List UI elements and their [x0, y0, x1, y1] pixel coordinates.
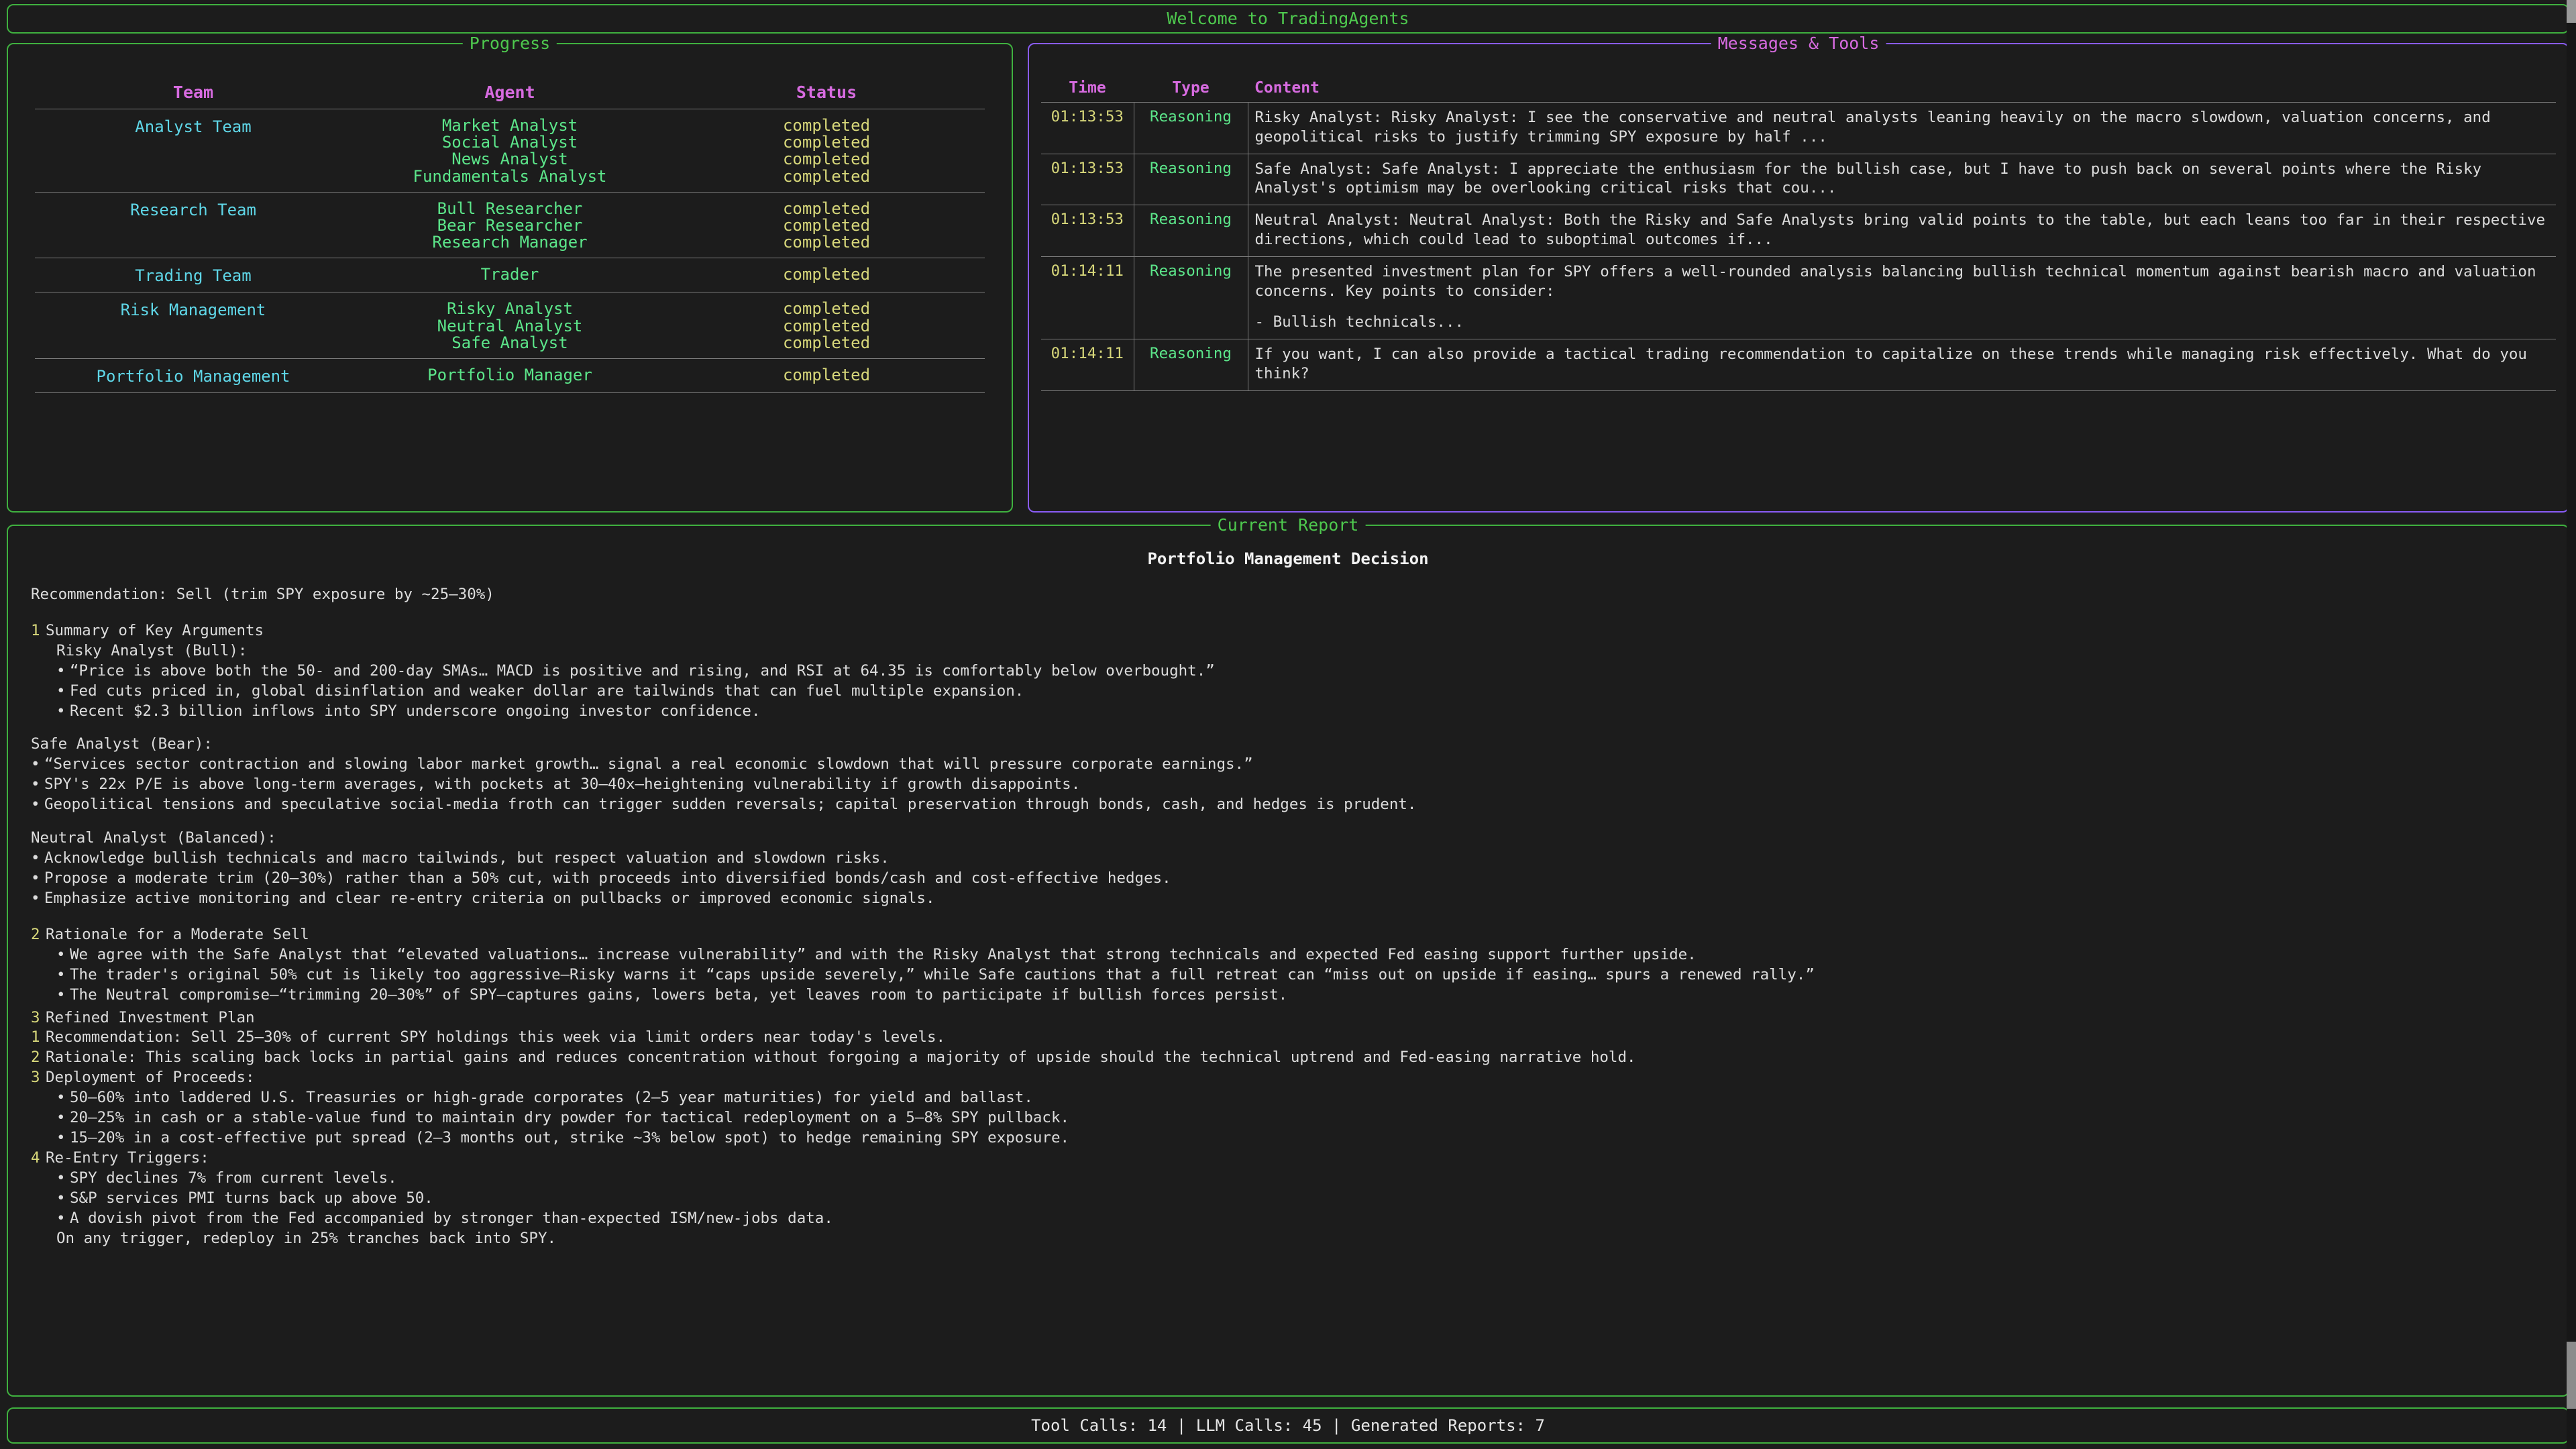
team-name: Portfolio Management [35, 358, 352, 392]
message-type: Reasoning [1134, 339, 1248, 391]
report-bullet: • Emphasize active monitoring and clear re-entry criteria on pullbacks or improved economic signals. [31, 889, 2545, 909]
status-badge: completed [782, 166, 871, 186]
agent-name: Fundamentals Analyst [413, 166, 607, 186]
plan-number: 4 [31, 1148, 40, 1167]
plan-bullet: • 20–25% in cash or a stable-value fund to maintain dry powder for tactical redeployment on a 5–8% SPY pullback. [31, 1108, 2545, 1128]
message-time: 01:13:53 [1041, 154, 1134, 205]
plan-bullet: • SPY declines 7% from current levels. [31, 1169, 2545, 1189]
messages-table [1041, 78, 2556, 391]
report-subheading: Risky Analyst (Bull): [56, 641, 248, 659]
plan-text: Recommendation: Sell 25–30% of current SPY holdings this week via limit orders near today's levels. [46, 1028, 946, 1046]
message-type: Reasoning [1134, 154, 1248, 205]
message-content-continued: - Bullish technicals... [1254, 313, 1464, 331]
progress-panel [7, 34, 1013, 513]
content-spacer [1255, 301, 2550, 313]
section-title: Refined Investment Plan [46, 1008, 255, 1026]
report-bullet: • Acknowledge bullish technicals and macro tailwinds, but respect valuation and slowdown risks. [31, 849, 2545, 869]
plan-number: 1 [31, 1028, 40, 1046]
plan-item [31, 1048, 2545, 1068]
report-bullet: • “Price is above both the 50- and 200-day SMAs… MACD is positive and rising, and RSI at 64.35 is comfortably below overbought.” [31, 661, 2545, 682]
report-bullet: • Geopolitical tensions and speculative social-media froth can trigger sudden reversals; capital preservation through bonds, cash, and hedges is prudent. [31, 795, 2545, 815]
message-content: Risky Analyst: Risky Analyst: I see the conservative and neutral analysts leaning heavily on the macro slowdown, valuation concerns, and geopolitical risks to justify trimming SPY exposure by half ... [1248, 103, 2556, 154]
agent-list [352, 109, 668, 193]
spacer [31, 721, 2545, 735]
message-content-block [1248, 256, 2556, 339]
table-row [35, 258, 985, 292]
table-row [1041, 205, 2556, 257]
vertical-scrollbar[interactable] [2567, 0, 2576, 1449]
plan-bullet: • A dovish pivot from the Fed accompanied by stronger than-expected ISM/new-jobs data. [31, 1209, 2545, 1229]
section-title: Summary of Key Arguments [46, 621, 264, 639]
message-type: Reasoning [1134, 256, 1248, 339]
message-time: 01:13:53 [1041, 205, 1134, 257]
messages-panel [1028, 34, 2569, 513]
message-content: The presented investment plan for SPY offers a well-rounded analysis balancing bullish technical momentum against bearish macro and valuation concerns. Key points to consider: [1254, 262, 2536, 300]
status-list [668, 292, 985, 359]
report-bullet: • The Neutral compromise—“trimming 20–30%” of SPY—captures gains, lowers beta, yet leaves room to participate if bullish forces persist. [31, 985, 2545, 1006]
agent-name: Bull Researcher [437, 199, 583, 218]
progress-col-status: Status [668, 82, 985, 109]
message-content: Safe Analyst: Safe Analyst: I appreciate the enthusiasm for the bullish case, but I have to push back on several points where the Risky Analyst's optimism may be overlooking critical risks that cou... [1248, 154, 2556, 205]
status-badge: completed [782, 199, 871, 218]
plan-text: Re-Entry Triggers: [46, 1148, 209, 1167]
message-type: Reasoning [1134, 205, 1248, 257]
team-name: Risk Management [35, 292, 352, 359]
progress-col-agent: Agent [352, 82, 668, 109]
report-section-heading [31, 1008, 2545, 1028]
progress-table [35, 82, 985, 393]
middle-row [7, 34, 2569, 513]
spacer [31, 815, 2545, 828]
table-row [35, 109, 985, 193]
report-bullet: • Propose a moderate trim (20–30%) rather than a 50% cut, with proceeds into diversified bonds/cash and cost-effective hedges. [31, 869, 2545, 889]
report-subheading: Neutral Analyst (Balanced): [31, 829, 276, 847]
status-badge: completed [782, 365, 871, 384]
plan-item [31, 1068, 2545, 1088]
status-badge: completed [782, 316, 871, 335]
status-badge: completed [782, 116, 871, 135]
report-bullet: • The trader's original 50% cut is likely too aggressive—Risky warns it “caps upside severely,” while Safe cautions that a full retreat can “miss out on upside if easing… spurs a renewed rally.” [31, 965, 2545, 985]
plan-bullet: • 50–60% into laddered U.S. Treasuries or high-grade corporates (2–5 year maturities) for yield and ballast. [31, 1088, 2545, 1108]
status-badge: completed [782, 133, 871, 152]
welcome-title: Welcome to TradingAgents [1160, 9, 1415, 28]
plan-tail: On any trigger, redeploy in 25% tranches back into SPY. [56, 1229, 557, 1247]
agent-name: Market Analyst [441, 116, 578, 135]
current-report-panel [7, 515, 2569, 1397]
agent-list [352, 358, 668, 392]
status-badge: completed [782, 299, 871, 319]
progress-title: Progress [463, 34, 557, 53]
report-section-heading [31, 621, 2545, 641]
table-row [35, 292, 985, 359]
agent-name: Trader [480, 265, 539, 284]
messages-title: Messages & Tools [1711, 34, 1886, 53]
status-list [668, 358, 985, 392]
table-row [1041, 103, 2556, 154]
scrollbar-thumb-top[interactable] [2567, 0, 2576, 23]
report-section-heading [31, 925, 2545, 945]
report-bullet: • Fed cuts priced in, global disinflation and weaker dollar are tailwinds that can fuel multiple expansion. [31, 682, 2545, 702]
agent-name: Portfolio Manager [427, 365, 592, 384]
report-bullet: • We agree with the Safe Analyst that “elevated valuations… increase vulnerability” and with the Risky Analyst that strong technicals and expected Fed easing support further upside. [31, 945, 2545, 965]
plan-text: Deployment of Proceeds: [46, 1069, 255, 1087]
message-time: 01:14:11 [1041, 339, 1134, 391]
current-report-title: Current Report [1211, 516, 1366, 535]
status-list [668, 109, 985, 193]
table-row [35, 358, 985, 392]
messages-content [1029, 44, 2568, 511]
table-row [1041, 339, 2556, 391]
message-type: Reasoning [1134, 103, 1248, 154]
plan-item [31, 1148, 2545, 1169]
table-row [35, 192, 985, 258]
report-bullet: • Recent $2.3 billion inflows into SPY underscore ongoing investor confidence. [31, 702, 2545, 722]
message-time: 01:14:11 [1041, 256, 1134, 339]
table-row [1041, 154, 2556, 205]
plan-bullet: • S&P services PMI turns back up above 50. [31, 1189, 2545, 1209]
team-name: Analyst Team [35, 109, 352, 193]
report-bullet: • SPY's 22x P/E is above long-term averages, with pockets at 30–40x—heightening vulnerability if growth disappoints. [31, 775, 2545, 795]
agent-list [352, 292, 668, 359]
status-bar [7, 1407, 2569, 1444]
report-recommendation: Recommendation: Sell (trim SPY exposure by ~25–30%) [31, 585, 494, 603]
plan-item [31, 1028, 2545, 1048]
status-badge: completed [782, 265, 871, 284]
messages-col-content: Content [1248, 78, 2556, 103]
agent-list [352, 258, 668, 292]
table-row [1041, 256, 2556, 339]
plan-number: 2 [31, 1049, 40, 1067]
messages-col-time: Time [1041, 78, 1134, 103]
status-bar-text: Tool Calls: 14 | LLM Calls: 45 | Generated Reports: 7 [1031, 1416, 1545, 1435]
plan-bullet: • 15–20% in a cost-effective put spread (2–3 months out, strike ~3% below spot) to hedge remaining SPY exposure. [31, 1128, 2545, 1148]
agent-name: Risky Analyst [447, 299, 573, 319]
agent-name: Research Manager [432, 233, 588, 252]
agent-name: Bear Researcher [437, 215, 583, 235]
messages-header-row [1041, 78, 2556, 103]
status-badge: completed [782, 333, 871, 352]
plan-text: Rationale: This scaling back locks in partial gains and reduces concentration without forgoing a majority of upside should the technical uptrend and Fed-easing narrative hold. [46, 1049, 1636, 1067]
welcome-panel [7, 4, 2569, 34]
agent-name: Social Analyst [441, 133, 578, 152]
status-badge: completed [782, 233, 871, 252]
plan-number: 3 [31, 1069, 40, 1087]
progress-header-row [35, 82, 985, 109]
section-number: 1 [31, 621, 40, 639]
spacer [31, 909, 2545, 922]
report-bullet: • “Services sector contraction and slowing labor market growth… signal a real economic slowdown that will pressure corporate earnings.” [31, 755, 2545, 775]
section-number: 3 [31, 1008, 40, 1026]
message-content: Neutral Analyst: Neutral Analyst: Both the Risky and Safe Analysts bring valid points to the table, but each leans too far in their respective directions, which could lead to suboptimal outcomes if... [1248, 205, 2556, 257]
team-name: Research Team [35, 192, 352, 258]
agent-list [352, 192, 668, 258]
messages-col-type: Type [1134, 78, 1248, 103]
report-content [8, 526, 2568, 1395]
status-list [668, 192, 985, 258]
progress-content [8, 44, 1012, 511]
message-time: 01:13:53 [1041, 103, 1134, 154]
status-badge: completed [782, 215, 871, 235]
section-title: Rationale for a Moderate Sell [46, 925, 309, 943]
progress-col-team: Team [35, 82, 352, 109]
agent-name: Safe Analyst [451, 333, 568, 352]
status-list [668, 258, 985, 292]
team-name: Trading Team [35, 258, 352, 292]
scrollbar-thumb[interactable] [2567, 1342, 2576, 1409]
report-subheading: Safe Analyst (Bear): [31, 735, 213, 753]
agent-name: News Analyst [451, 150, 568, 169]
status-badge: completed [782, 150, 871, 169]
message-content: If you want, I can also provide a tactical trading recommendation to capitalize on these trends while managing risk effectively. What do you think? [1248, 339, 2556, 391]
agent-name: Neutral Analyst [437, 316, 583, 335]
section-number: 2 [31, 925, 40, 943]
report-heading: Portfolio Management Decision [1147, 549, 1429, 568]
